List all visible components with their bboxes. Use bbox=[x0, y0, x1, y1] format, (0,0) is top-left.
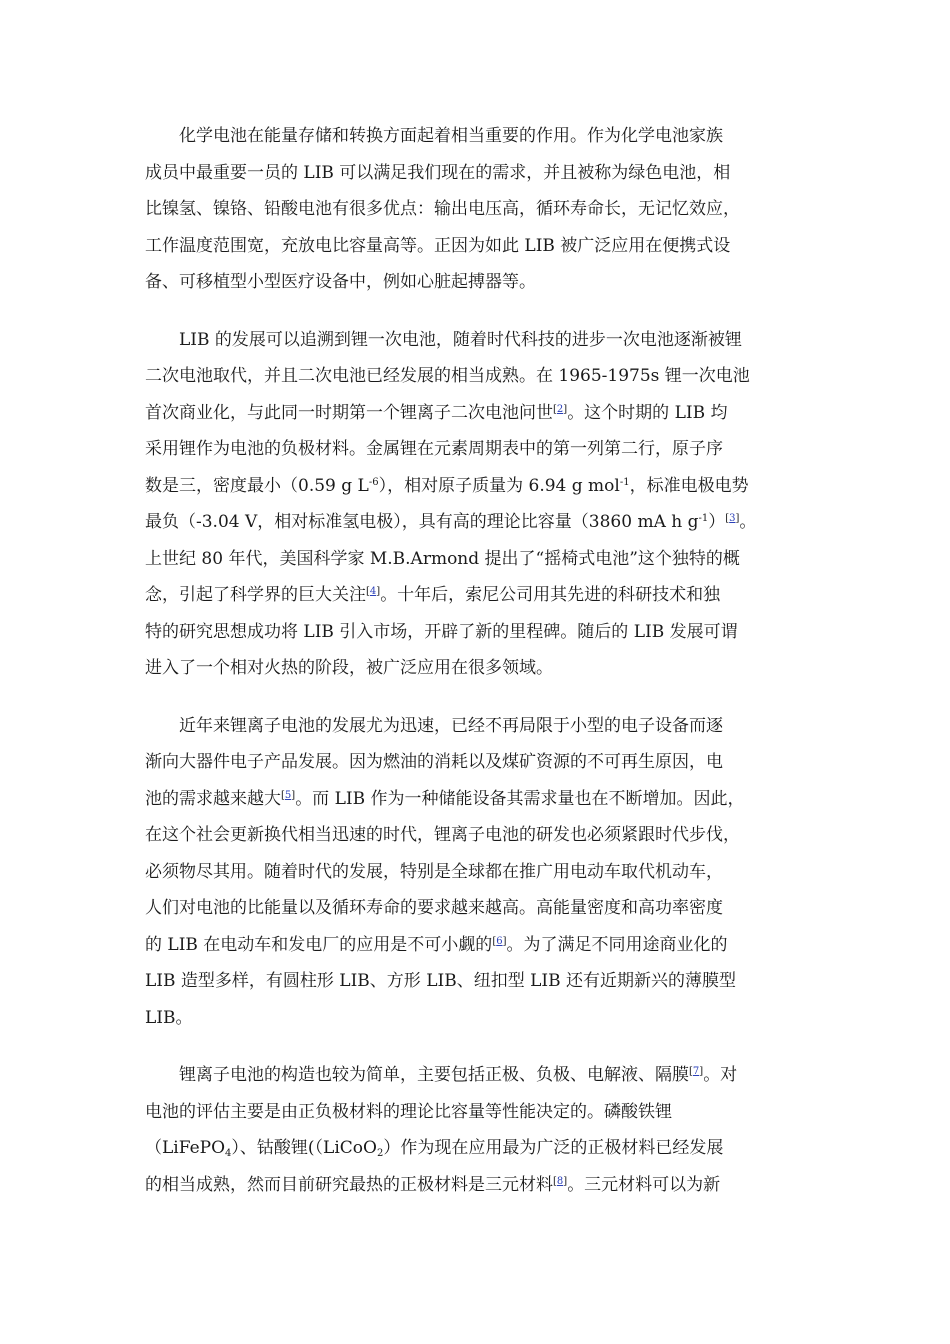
text-run: 池的需求越来越大 bbox=[145, 788, 281, 809]
text-line: LIB 的发展可以追溯到锂一次电池，随着时代科技的进步一次电池逐渐被锂 bbox=[179, 329, 742, 350]
superscript: -1 bbox=[619, 476, 630, 488]
body-text bbox=[145, 118, 805, 1224]
paragraph-4 bbox=[145, 1057, 805, 1203]
citation-bracket: [ bbox=[553, 1175, 557, 1187]
citation-link-6[interactable]: 6 bbox=[496, 935, 503, 947]
text-line: 特的研究思想成功将 LIB 引入市场，开辟了新的里程碑。随后的 LIB 发展可谓 bbox=[145, 621, 738, 642]
text-line: 进入了一个相对火热的阶段，被广泛应用在很多领域。 bbox=[145, 658, 553, 678]
citation-bracket: ] bbox=[291, 789, 296, 801]
text-line bbox=[145, 1057, 805, 1094]
text-line: 近年来锂离子电池的发展尤为迅速，已经不再局限于小型的电子设备而逐 bbox=[179, 715, 723, 736]
citation-link-4[interactable]: 4 bbox=[369, 586, 377, 597]
citation-bracket: [ bbox=[492, 935, 497, 947]
text-line: 在这个社会更新换代相当迅速的时代，锂离子电池的研发也必须紧跟时代步伐， bbox=[145, 825, 740, 845]
text-run: ） bbox=[708, 512, 726, 532]
text-run: 的相当成熟，然而目前研究最热的正极材料是三元材料 bbox=[145, 1174, 553, 1195]
citation-bracket: [ bbox=[553, 403, 557, 415]
citation-link-7[interactable]: 7 bbox=[692, 1066, 700, 1077]
citation-link-3[interactable]: 3 bbox=[729, 513, 736, 524]
text-run: 。而 LIB 作为一种储能设备其需求量也在不断增加。因此， bbox=[295, 788, 745, 809]
text-line: 上世纪 80 年代，美国科学家 M.B.Armond 提出了“摇椅式电池”这个独特的概 bbox=[145, 548, 740, 569]
text-line bbox=[145, 468, 805, 505]
citation-bracket: ] bbox=[502, 935, 507, 947]
text-line: 必须物尽其用。随着时代的发展，特别是全球都在推广用电动车取代机动车， bbox=[145, 861, 723, 882]
text-line bbox=[145, 504, 805, 541]
text-line: 化学电池在能量存储和转换方面起着相当重要的作用。作为化学电池家族 bbox=[179, 126, 723, 146]
text-line bbox=[145, 927, 805, 964]
text-run: 。 bbox=[739, 512, 757, 532]
subscript: 2 bbox=[376, 1148, 384, 1159]
text-run: 。十年后，索尼公司用其先进的科研技术和独 bbox=[380, 585, 721, 605]
text-line bbox=[145, 1167, 805, 1204]
paragraph-2 bbox=[145, 322, 805, 687]
text-run: 。对 bbox=[703, 1065, 738, 1085]
citation-bracket: ] bbox=[563, 403, 568, 415]
text-line: 二次电池取代，并且二次电池已经发展的相当成熟。在 1965-1975s 锂一次电池 bbox=[145, 366, 750, 386]
text-run: 。这个时期的 LIB 均 bbox=[567, 402, 728, 423]
citation-link-5[interactable]: 5 bbox=[284, 789, 292, 801]
citation-bracket: [ bbox=[366, 586, 370, 597]
text-line: 采用锂作为电池的负极材料。金属锂在元素周期表中的第一列第二行，原子序 bbox=[145, 439, 723, 459]
text-line bbox=[145, 781, 805, 818]
citation-bracket: [ bbox=[281, 789, 285, 801]
superscript: -6 bbox=[368, 476, 379, 488]
text-line: 比镍氢、镍铬、铅酸电池有很多优点：输出电压高，循环寿命长，无记忆效应， bbox=[145, 199, 740, 219]
text-line: 工作温度范围宽，充放电比容量高等。正因为如此 LIB 被广泛应用在便携式设 bbox=[145, 235, 731, 256]
text-line: LIB 造型多样，有圆柱形 LIB、方形 LIB、纽扣型 LIB 还有近期新兴的薄膜型 bbox=[145, 971, 737, 991]
text-line: 成员中最重要一员的 LIB 可以满足我们现在的需求，并且被称为绿色电池，相 bbox=[145, 162, 731, 183]
text-run: 。三元材料可以为新 bbox=[567, 1174, 721, 1195]
citation-bracket: [ bbox=[689, 1066, 693, 1077]
paragraph-1 bbox=[145, 118, 805, 301]
text-run: 最负（-3.04 V，相对标准氢电极），具有高的理论比容量（3860 mA h g bbox=[145, 512, 699, 532]
text-run: 。为了满足不同用途商业化的 bbox=[506, 934, 728, 955]
citation-link-2[interactable]: 2 bbox=[556, 403, 564, 415]
text-line: 电池的评估主要是由正负极材料的理论比容量等性能决定的。磷酸铁锂 bbox=[145, 1101, 672, 1122]
text-run: 念，引起了科学界的巨大关注 bbox=[145, 585, 366, 605]
paragraph-3 bbox=[145, 708, 805, 1037]
text-run: 数是三，密度最小（0.59 g L bbox=[145, 475, 369, 496]
text-run: ）、钴酸锂(（LiCoO bbox=[231, 1138, 377, 1158]
text-run: 的 LIB 在电动车和发电厂的应用是不可小觑的 bbox=[145, 934, 493, 955]
citation-bracket: ] bbox=[699, 1066, 704, 1077]
superscript: -1 bbox=[698, 513, 709, 524]
text-line: 备、可移植型小型医疗设备中，例如心脏起搏器等。 bbox=[145, 272, 536, 292]
citation-bracket: ] bbox=[563, 1175, 568, 1187]
text-run: 锂离子电池的构造也较为简单，主要包括正极、负极、电解液、隔膜 bbox=[179, 1065, 689, 1085]
citation-link-8[interactable]: 8 bbox=[556, 1175, 564, 1187]
text-run: （LiFePO bbox=[145, 1138, 226, 1158]
text-line bbox=[145, 577, 805, 614]
text-run: ，标准电极电势 bbox=[629, 475, 749, 496]
text-line: 人们对电池的比能量以及循环寿命的要求越来越高。高能量密度和高功率密度 bbox=[145, 898, 723, 918]
subscript: 4 bbox=[225, 1148, 232, 1159]
text-line: LIB。 bbox=[145, 1007, 193, 1028]
text-line bbox=[145, 395, 805, 432]
text-run: ），相对原子质量为 6.94 g mol bbox=[378, 475, 620, 496]
citation-bracket: [ bbox=[725, 513, 730, 524]
citation-bracket: ] bbox=[735, 513, 740, 524]
text-run: ）作为现在应用最为广泛的正极材料已经发展 bbox=[383, 1138, 724, 1158]
text-run: 首次商业化，与此同一时期第一个锂离子二次电池问世 bbox=[145, 402, 553, 423]
citation-bracket: ] bbox=[376, 586, 381, 597]
text-line: 渐向大器件电子产品发展。因为燃油的消耗以及煤矿资源的不可再生原因，电 bbox=[145, 752, 723, 772]
text-line bbox=[145, 1130, 805, 1167]
